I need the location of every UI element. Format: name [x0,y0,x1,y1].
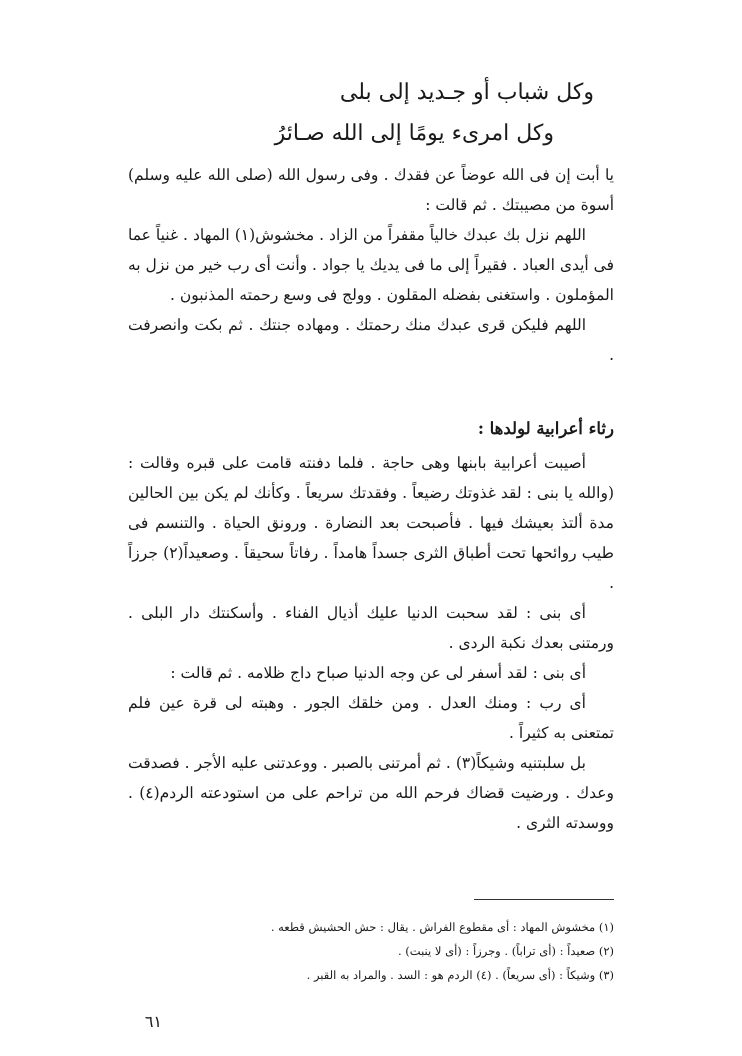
paragraph-prayer-2: اللهم فليكن قرى عبدك منك رحمتك . ومهاده جنتك . ثم بكت وانصرفت . [128,316,614,364]
paragraph-lament-4: أى رب : ومنك العدل . ومن خلقك الجور . وهبته لى قرة عين فلم تمتعنى به كثيراً . [128,694,614,742]
paragraph-lament-2: أى بنى : لقد سحبت الدنيا عليك أذيال الفناء . وأسكنتك دار البلى . ورمتنى بعدك نكبة الردى . [128,604,614,652]
paragraph-lament-1: أصيبت أعرابية بابنها وهى حاجة . فلما دفنته قامت على قبره وقالت : (والله يا بنى : لقد غذوتك رضيعاً . وفقدتك سريعاً . وكأنك لم يكن بين الحالين مدة ألتذ بعيشك فيها . فأصبحت بعد النضارة . ورونق الحياة . والتنسم فى طيب روائحها تحت أطباق الثرى جسداً هامداً . رفاتاً سحيقاً . وصعيداً(٢) جرزاً . [128,454,614,592]
footnote-2: (٢) صعيداً : (أى تراباً) . وجرزاً : (أى لا ينبت) . [398,944,614,958]
footnotes [128,915,614,987]
poem-verse-2: وكل امرىء يومًا إلى الله صـائرُ [274,121,554,146]
footnote-divider [474,899,614,900]
section-elegy-son [128,414,614,838]
paragraph-prayer-1: اللهم نزل بك عبدك خالياً مقفراً من الزاد . مخشوش(١) المهاد . غنياً عما فى أيدى العباد . فقيراً إلى ما فى يديك يا جواد . وأنت أى رب خير من نزل به المؤملون . واستغنى بفضله المقلون . وولج فى وسع رحمته المذنبون . [128,226,614,304]
footnote-1: (١) مخشوش المهاد : أى مقطوع الفراش . يقال : حش الحشيش قطعه . [270,920,614,934]
section-elegy-father [128,160,614,370]
paragraph-lament-5: بل سلبتنيه وشيكاً(٣) . ثم أمرتنى بالصبر . ووعدتنى عليه الأجر . فصدقت وعدك . ورضيت قضاك فرحم الله من تراحم على من استودعته الردم(٤) . ووسدته الثرى . [128,754,614,832]
paragraph-consolation: يا أبت إن فى الله عوضاً عن فقدك . وفى رسول الله (صلى الله عليه وسلم) أسوة من مصيبتك . ثم قالت : [128,166,614,214]
section-heading: رثاء أعرابية لولدها : [477,419,614,438]
paragraph-lament-3: أى بنى : لقد أسفر لى عن وجه الدنيا صباح داج ظلامه . ثم قالت : [170,664,586,682]
page-number: ٦١ [144,1012,162,1031]
footnote-3-4: (٣) وشيكاً : (أى سريعاً) . (٤) الردم هو : السد . والمراد به القبر . [306,968,614,982]
poem-verse-1: وكل شباب أو جـديد إلى بلى [339,80,594,105]
